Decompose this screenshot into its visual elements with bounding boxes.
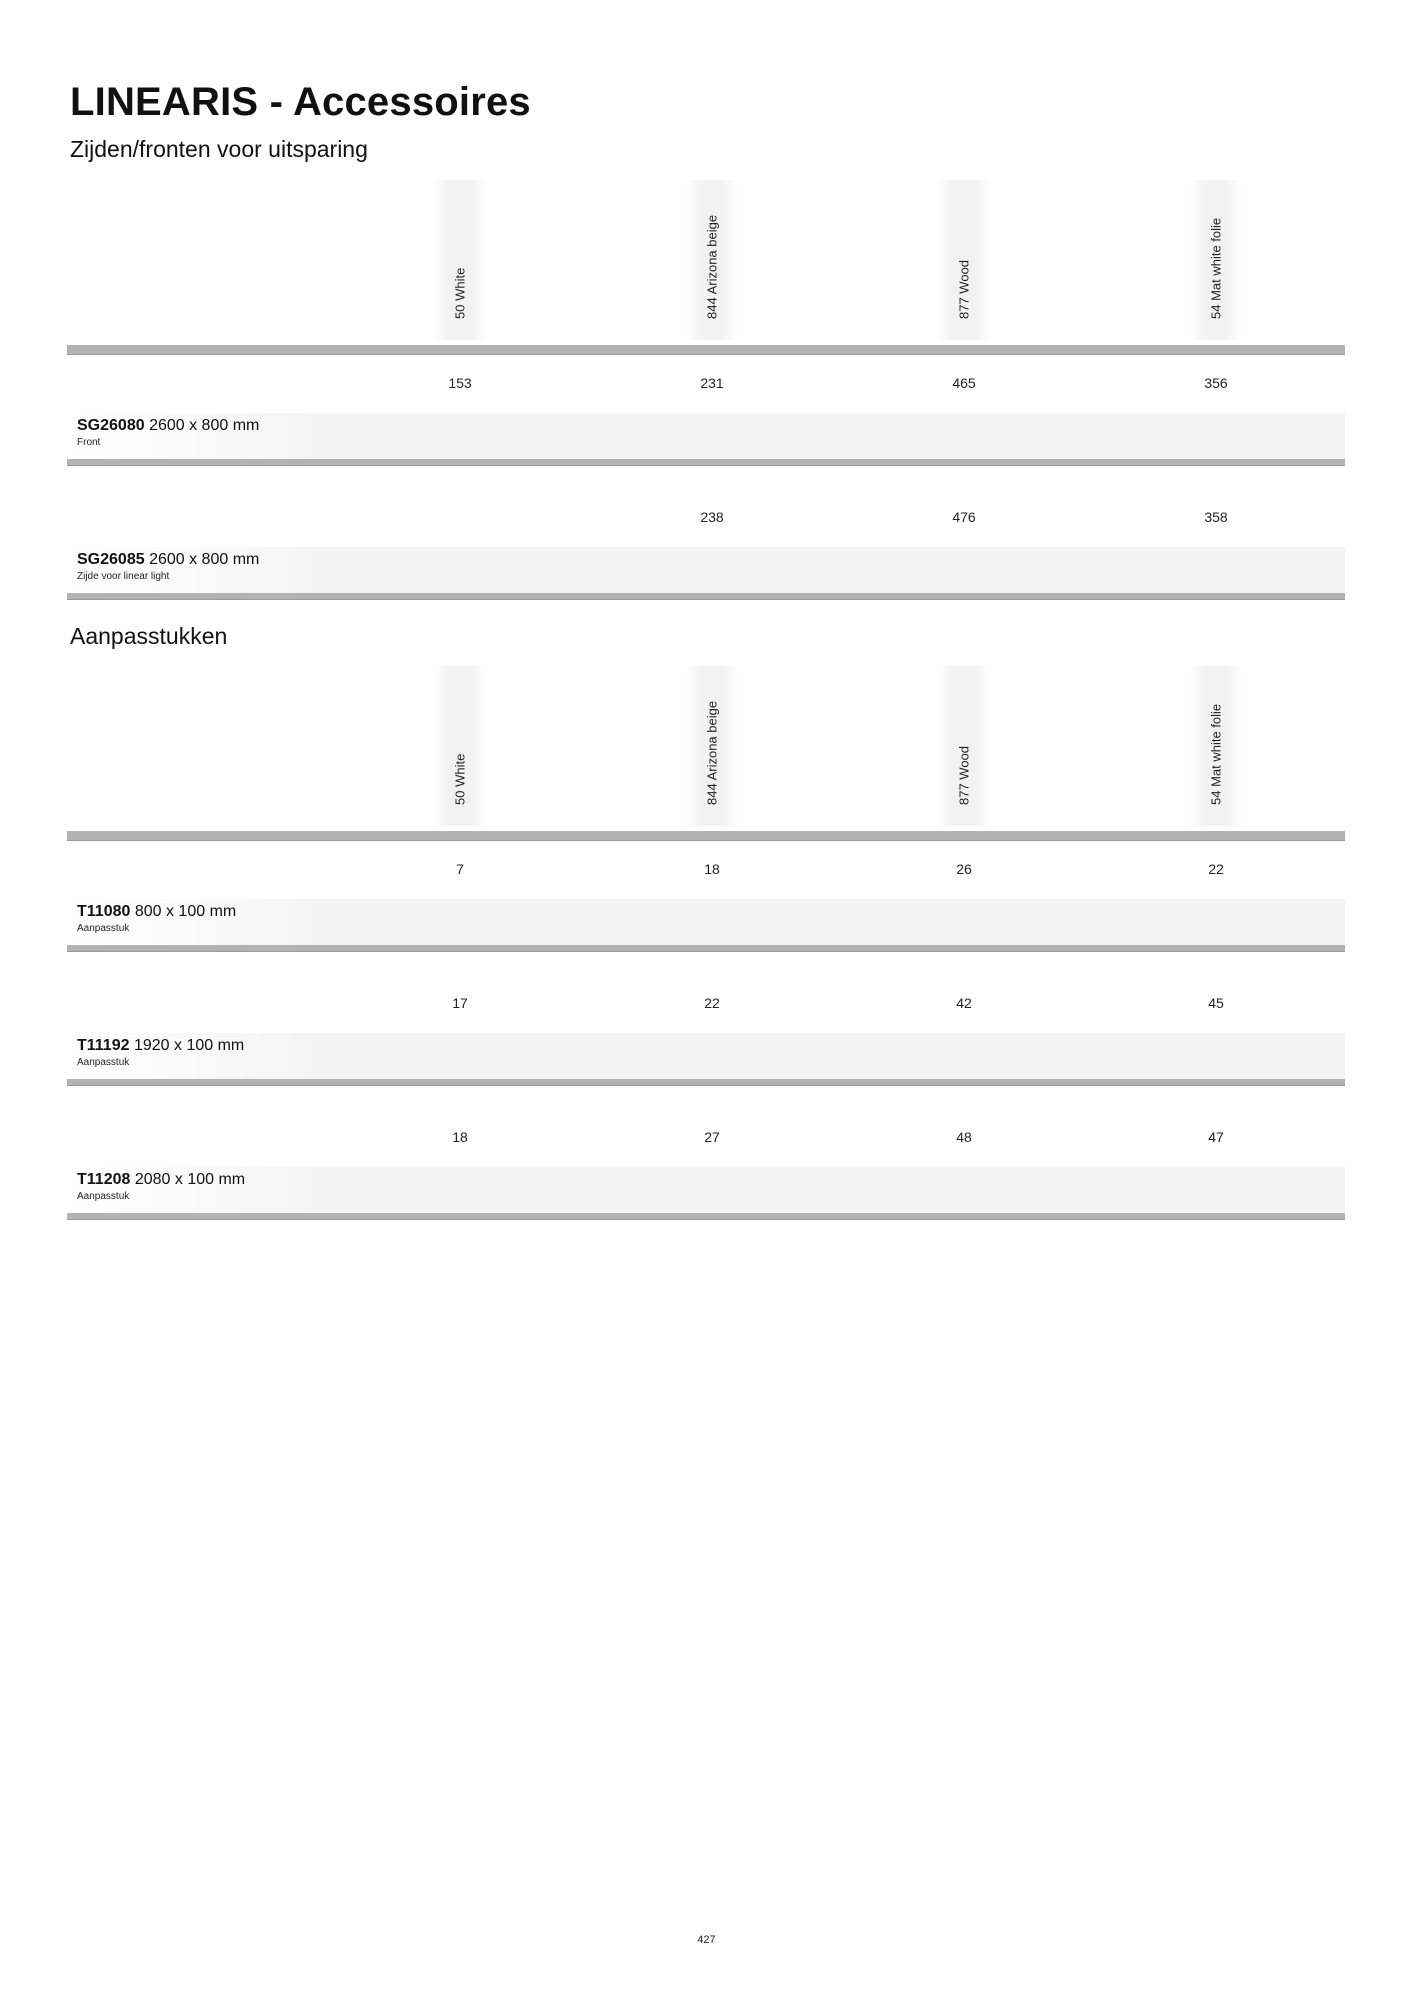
product-title xyxy=(77,1171,245,1189)
price-cell: 22 xyxy=(1208,861,1224,877)
description-band xyxy=(67,1167,1345,1213)
header-divider xyxy=(67,345,1345,355)
page-number: 427 xyxy=(697,1934,716,1946)
product-size: 800 x 100 mm xyxy=(134,903,237,920)
row-divider xyxy=(67,593,1345,600)
product-title xyxy=(77,551,259,569)
table-row xyxy=(67,489,1345,623)
product-size: 1920 x 100 mm xyxy=(133,1037,245,1054)
column-header-844-arizona-beige: 844 Arizona beige xyxy=(686,666,738,826)
price-cell: 153 xyxy=(448,375,472,391)
price-cell: 26 xyxy=(956,861,972,877)
product-description: Front xyxy=(77,437,101,448)
product-description: Aanpasstuk xyxy=(77,1191,130,1202)
column-header-50-white: 50 White xyxy=(434,666,486,826)
price-cell: 42 xyxy=(956,995,972,1011)
price-table-sides-fronts xyxy=(67,180,1345,623)
product-size: 2600 x 800 mm xyxy=(149,551,260,568)
column-header-877-wood: 877 Wood xyxy=(938,180,990,340)
price-cell: 231 xyxy=(700,375,724,391)
price-cell: 18 xyxy=(704,861,720,877)
product-title xyxy=(77,903,236,921)
product-size: 2080 x 100 mm xyxy=(134,1171,246,1188)
product-title xyxy=(77,417,259,435)
column-header-844-arizona-beige: 844 Arizona beige xyxy=(686,180,738,340)
row-divider xyxy=(67,459,1345,466)
product-code: T11208 xyxy=(77,1171,131,1188)
description-band xyxy=(67,1033,1345,1079)
price-cell: 358 xyxy=(1204,509,1228,525)
price-cell: 17 xyxy=(452,995,468,1011)
product-title xyxy=(77,1037,244,1055)
section-heading-sides-fronts: Zijden/fronten voor uitsparing xyxy=(70,136,368,162)
price-cell: 22 xyxy=(704,995,720,1011)
description-band xyxy=(67,899,1345,945)
product-description: Zijde voor linear light xyxy=(77,571,170,582)
header-divider xyxy=(67,831,1345,841)
section-heading-aanpasstukken: Aanpasstukken xyxy=(70,623,228,649)
table-row xyxy=(67,841,1345,975)
product-code: T11192 xyxy=(77,1037,130,1054)
row-divider xyxy=(67,945,1345,952)
product-code: SG26080 xyxy=(77,417,145,434)
product-code: SG26085 xyxy=(77,551,145,568)
price-cell: 27 xyxy=(704,1129,720,1145)
page-title: LINEARIS - Accessoires xyxy=(70,80,531,124)
product-size: 2600 x 800 mm xyxy=(149,417,260,434)
price-table-aanpasstukken xyxy=(67,666,1345,1243)
price-cell: 7 xyxy=(456,861,464,877)
price-cell: 47 xyxy=(1208,1129,1224,1145)
product-description: Aanpasstuk xyxy=(77,1057,130,1068)
row-divider xyxy=(67,1079,1345,1086)
price-cell: 48 xyxy=(956,1129,972,1145)
column-header-50-white: 50 White xyxy=(434,180,486,340)
table-row xyxy=(67,355,1345,489)
row-divider xyxy=(67,1213,1345,1220)
price-cell: 45 xyxy=(1208,995,1224,1011)
price-cell: 356 xyxy=(1204,375,1228,391)
price-cell: 465 xyxy=(952,375,976,391)
product-description: Aanpasstuk xyxy=(77,923,130,934)
table-header xyxy=(67,180,1345,345)
column-header-54-mat-white-folie: 54 Mat white folie xyxy=(1190,180,1242,340)
table-row xyxy=(67,1109,1345,1243)
table-header xyxy=(67,666,1345,831)
table-row xyxy=(67,975,1345,1109)
column-header-54-mat-white-folie: 54 Mat white folie xyxy=(1190,666,1242,826)
price-cell: 476 xyxy=(952,509,976,525)
column-header-877-wood: 877 Wood xyxy=(938,666,990,826)
price-cell: 238 xyxy=(700,509,724,525)
product-code: T11080 xyxy=(77,903,131,920)
price-cell: 18 xyxy=(452,1129,468,1145)
